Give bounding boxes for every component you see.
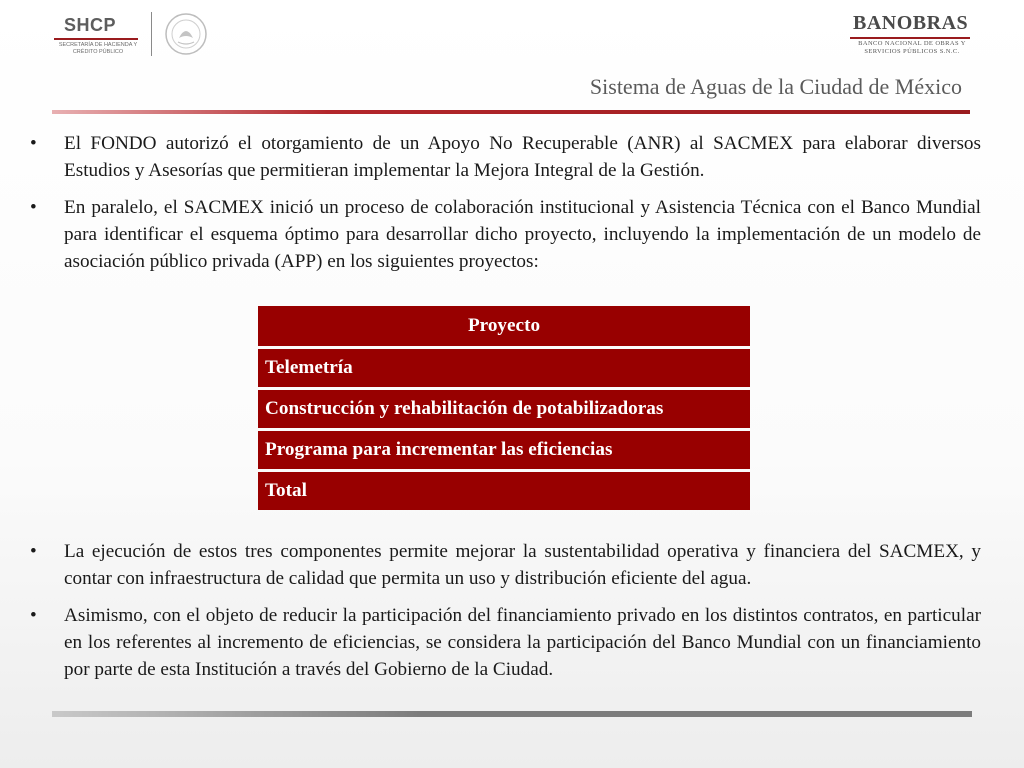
table-cell: Construcción y rehabilitación de potabilizadoras [258, 390, 750, 428]
bullet-item [30, 602, 981, 683]
table-row [258, 431, 750, 469]
bullet-mark: • [30, 197, 37, 218]
bullet-text: La ejecución de estos tres componentes permite mejorar la sustentabilidad operativa y financiera del SACMEX, y contar con infraestructura de calidad que permita un uso y distribución eficiente del agua. [64, 541, 981, 589]
shcp-subtitle: SECRETARÍA DE HACIENDA Y CRÉDITO PÚBLICO [58, 42, 138, 55]
shcp-name: SHCP [64, 15, 117, 35]
bullet-list-top [30, 130, 981, 285]
shcp-accent-bar [54, 38, 138, 40]
table-row [258, 349, 750, 387]
banobras-logo [850, 12, 974, 58]
table-header: Proyecto [258, 306, 750, 346]
page-title: Sistema de Aguas de la Ciudad de México [589, 74, 962, 99]
bullet-mark: • [30, 605, 37, 626]
table-cell: Total [258, 472, 750, 510]
shcp-logo [54, 12, 214, 58]
bullet-item [30, 194, 981, 275]
projects-table [258, 303, 750, 513]
bullet-list-bottom [30, 538, 981, 693]
national-seal-icon [164, 12, 208, 56]
bullet-mark: • [30, 133, 37, 154]
logo-divider [151, 12, 152, 56]
footer-rule [52, 711, 972, 717]
bullet-text: Asimismo, con el objeto de reducir la participación del financiamiento privado en los distintos contratos, en particular en los referentes al incremento de eficiencias, se considera la participación del Banco Mundial con un financiamiento por parte de esta Institución a través del Gobierno de la Ciudad. [64, 605, 981, 680]
banobras-subtitle: BANCO NACIONAL DE OBRAS Y SERVICIOS PÚBLICOS S.N.C. [858, 40, 966, 55]
bullet-text: El FONDO autorizó el otorgamiento de un Apoyo No Recuperable (ANR) al SACMEX para elaborar diversos Estudios y Asesorías que permitieran implementar la Mejora Integral de la Gestión. [64, 133, 981, 181]
table-row [258, 390, 750, 428]
bullet-text: En paralelo, el SACMEX inició un proceso de colaboración institucional y Asistencia Técnica con el Banco Mundial para identificar el esquema óptimo para desarrollar dicho proyecto, incluyendo la implementación de un modelo de asociación público privada (APP) en los siguientes proyectos: [64, 197, 981, 272]
table-cell: Programa para incrementar las eficiencias [258, 431, 750, 469]
bullet-item [30, 538, 981, 592]
bullet-mark: • [30, 541, 37, 562]
bullet-item [30, 130, 981, 184]
banobras-accent-bar [850, 37, 970, 39]
table-cell: Telemetría [258, 349, 750, 387]
header-rule [52, 110, 970, 114]
banobras-name: BANOBRAS [853, 12, 969, 34]
table-row [258, 472, 750, 510]
table-header-row [258, 306, 750, 346]
